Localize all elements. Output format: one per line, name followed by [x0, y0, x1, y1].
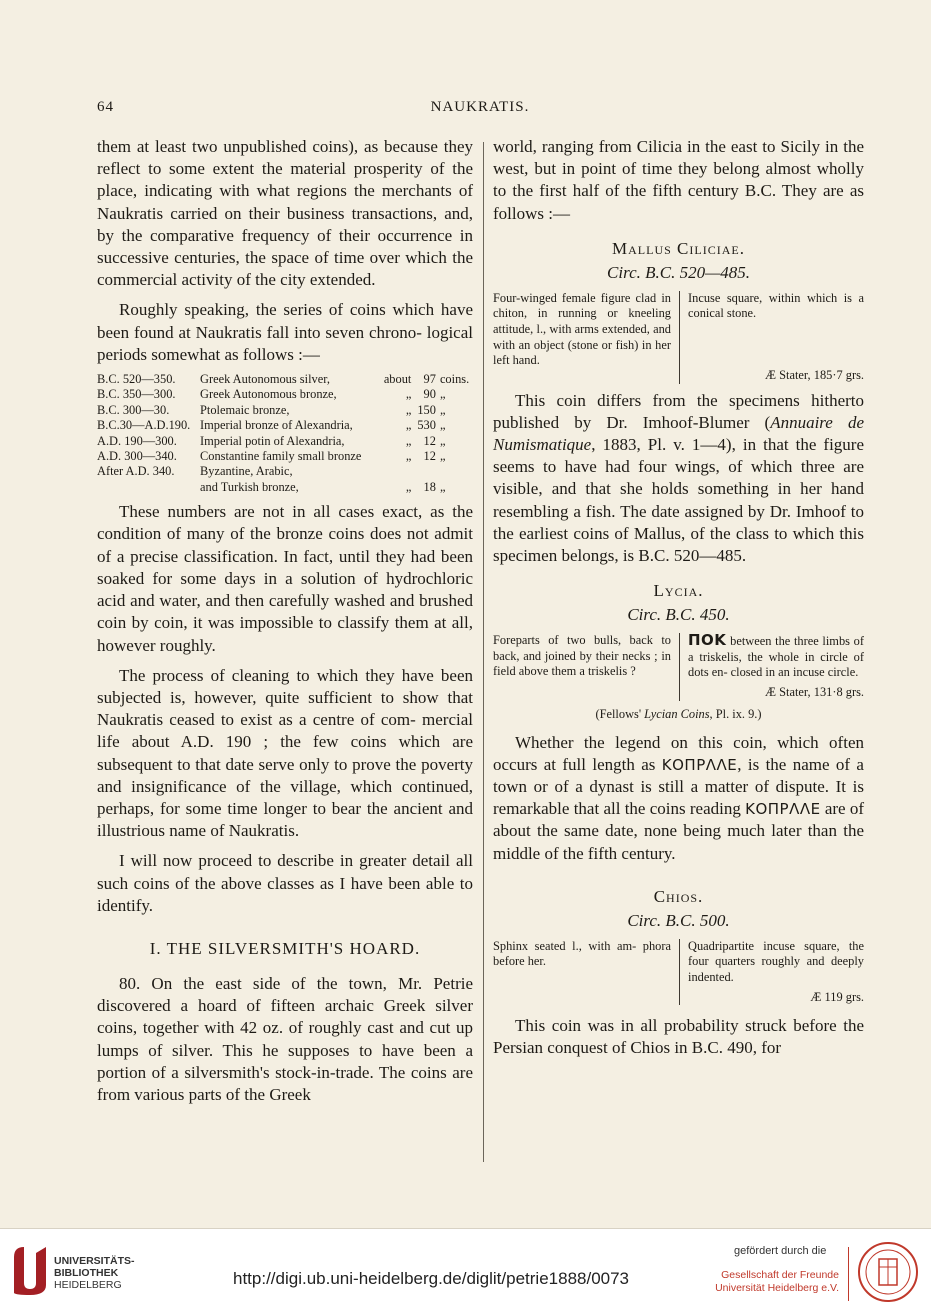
period-count: 97: [423, 372, 436, 387]
period-desc: Byzantine, Arabic,: [200, 464, 293, 479]
period-count: 12: [423, 433, 436, 448]
period-date: A.D. 300—340.: [97, 449, 177, 464]
coin-weight: Æ Stater, 185·7 grs.: [765, 368, 864, 382]
coin-obverse: Foreparts of two bulls, back to back, and joined by their necks ; in field above them a triskelis ?: [493, 633, 671, 679]
paragraph: Roughly speaking, the series of coins which have been found at Naukratis fall into seven chrono- logical periods somewhat as follows :—: [97, 300, 473, 364]
period-unit: „: [439, 479, 446, 494]
paragraph: Whether the legend on this coin, which often occurs at full length as ΚΟΠΡΛΛΕ, is the name of a town or of a dynast is still a matter of dispute. It is remarkable that all the coins reading ΚΟΠΡΛΛΕ are of about the same date, none being much later than the middle of the fifth century.: [493, 732, 865, 863]
library-logo-icon: [10, 1243, 50, 1297]
coin-heading-chios: Chios.: [653, 886, 704, 906]
period-date: B.C. 300—30.: [97, 402, 170, 417]
society-name: Gesellschaft der Freunde Universität Heidelberg e.V.: [715, 1269, 839, 1294]
period-count: 530: [417, 418, 436, 433]
period-desc: and Turkish bronze,: [200, 479, 299, 494]
period-unit: „: [439, 449, 446, 464]
period-date: B.C.30—A.D.190.: [97, 418, 191, 433]
period-ditto: „: [405, 387, 412, 402]
footer-divider: [848, 1247, 849, 1301]
period-date: B.C. 350—300.: [97, 387, 176, 402]
right-column: [493, 136, 864, 1060]
period-desc: Imperial potin of Alexandria,: [200, 433, 345, 448]
period-row: [97, 434, 473, 449]
period-date: [97, 480, 198, 495]
period-unit: „: [439, 418, 446, 433]
period-unit: „: [439, 433, 446, 448]
period-ditto: about: [383, 372, 412, 387]
section-heading: I. THE SILVERSMITH'S HOARD.: [149, 938, 421, 958]
university-seal-icon: [857, 1241, 919, 1303]
period-ditto: „: [405, 418, 412, 433]
period-unit: „: [439, 402, 446, 417]
period-row: [97, 449, 473, 464]
period-ditto: „: [405, 479, 412, 494]
period-row: [97, 418, 473, 433]
coin-periods-table: [97, 372, 473, 495]
paragraph: them at least two unpublished coins), as because they reflect to some extent the material prosperity of the place, indicating with what regions the merchants of Naukratis carried on their business transactions, and, by the comparative frequency of their occurrence in successive centuries, the space of time over which the commercial activity of the city extended.: [97, 137, 473, 290]
period-row: [97, 387, 473, 402]
coin-reverse: Quadripartite incuse square, the four quarters roughly and deeply indented. Æ 119 grs.: [679, 939, 864, 1005]
permalink-url[interactable]: http://digi.ub.uni-heidelberg.de/diglit/petrie1888/0073: [233, 1269, 630, 1288]
period-count: 12: [423, 449, 436, 464]
page-number: 64: [97, 99, 114, 115]
digitization-footer: [0, 1228, 931, 1311]
coin-description-mallus: [493, 291, 864, 384]
period-ditto: „: [405, 433, 412, 448]
running-title: NAUKRATIS.: [430, 99, 530, 115]
supported-by-text: gefördert durch die: [734, 1245, 827, 1257]
period-desc: Constantine family small bronze: [200, 449, 362, 464]
coin-reference: (Fellows' Lycian Coins, Pl. ix. 9.): [595, 706, 762, 721]
paragraph: I will now proceed to describe in greater detail all such coins of the above classes as I have been able to identify.: [97, 851, 473, 915]
coin-obverse: Four-winged female figure clad in chiton, in running or kneeling attitude, l., with arms extended, and with an object (stone or fish) in her left hand.: [493, 290, 671, 368]
period-row: [97, 372, 473, 387]
period-row: [97, 480, 473, 495]
coin-weight: Æ 119 grs.: [810, 989, 864, 1004]
coin-obverse: Sphinx seated l., with am- phora before her.: [493, 938, 671, 969]
coin-heading-lycia: Lycia.: [653, 581, 704, 601]
period-desc: Greek Autonomous silver,: [200, 372, 330, 387]
coin-legend: ΠΟΚ: [688, 631, 727, 650]
period-unit: [436, 464, 473, 479]
coin-reverse: ΠΟΚ between the three limbs of a triskelis, the whole in circle of dots en- closed in an incuse circle. Æ Stater, 131·8 grs.: [679, 633, 864, 700]
coin-weight: Æ Stater, 131·8 grs.: [765, 685, 864, 699]
paragraph: This coin differs from the specimens hitherto published by Dr. Imhoof-Blumer (Annuaire de Numismatique, 1883, Pl. v. 1—4), in that the figure seems to have had four wings, of which three are visible, and that she holds something in her hand resembling a fish. The date assigned by Dr. Imhoof to the earliest coins of Mallus, of the class to which this specimen belongs, is B.C. 520—485.: [493, 390, 865, 566]
coin-date: Circ. B.C. 520—485.: [607, 262, 750, 282]
period-date: A.D. 190—300.: [97, 433, 177, 448]
paragraph: These numbers are not in all cases exact, as the condition of many of the bronze coins does not admit of a precise classification. In fact, until they had been soaked for some days in a solution of hydrochloric acid and water, and then carefully washed and brushed coin by coin, it was impossible to classify them at all, however roughly.: [97, 502, 473, 655]
period-date: B.C. 520—350.: [97, 372, 176, 387]
period-unit: coins.: [439, 372, 470, 387]
period-count: [417, 464, 436, 479]
coin-description-chios: [493, 939, 864, 1005]
period-ditto: „: [405, 402, 412, 417]
coin-date: Circ. B.C. 450.: [627, 605, 730, 625]
coin-heading-mallus: Mallus Ciliciae.: [612, 238, 745, 258]
paragraph: The process of cleaning to which they have been subjected is, however, quite sufficient to show that Naukratis ceased to exist as a centre of com- mercial life about A.D. 190 ; the few coins which are subsequent to that date serve only to prove the poverty and insignificance of the village, which continued, perhaps, for some time longer to bear the ancient and illustrious name of Naukratis.: [97, 665, 473, 841]
period-row: [97, 403, 473, 418]
period-count: 18: [423, 479, 436, 494]
left-column: [97, 136, 473, 1106]
period-ditto: „: [405, 449, 412, 464]
coin-reverse: Incuse square, within which is a conical stone. Æ Stater, 185·7 grs.: [679, 291, 864, 384]
paragraph: 80. On the east side of the town, Mr. Petrie discovered a hoard of fifteen archaic Greek silver coins, together with 42 oz. of roughly cast and cut up lumps of silver. This he supposes to have been a portion of a silversmith's stock-in-trade. The coins are from various parts of the Greek: [97, 973, 473, 1104]
greek-legend: ΚΟΠΡΛΛΕ: [745, 800, 821, 819]
period-count: 90: [423, 387, 436, 402]
period-desc: Ptolemaic bronze,: [200, 402, 290, 417]
paragraph: world, ranging from Cilicia in the east to Sicily in the west, but in point of time they belong almost wholly to the first half of the fifth century B.C. They are as follows :—: [493, 137, 864, 223]
period-date: After A.D. 340.: [97, 464, 175, 479]
coin-date: Circ. B.C. 500.: [627, 910, 730, 930]
period-count: 150: [417, 402, 436, 417]
greek-legend: ΚΟΠΡΛΛΕ: [661, 755, 738, 774]
period-desc: Greek Autonomous bronze,: [200, 387, 337, 402]
paragraph: This coin was in all probability struck before the Persian conquest of Chios in B.C. 490, for: [493, 1016, 864, 1058]
period-desc: Imperial bronze of Alexandria,: [200, 418, 353, 433]
page-header: [97, 99, 863, 121]
period-row: [97, 464, 473, 479]
period-ditto: [380, 464, 417, 479]
period-unit: „: [439, 387, 446, 402]
column-divider: [483, 142, 484, 1162]
coin-description-lycia: [493, 633, 864, 700]
library-name: UNIVERSITÄTS- BIBLIOTHEK HEIDELBERG: [54, 1255, 135, 1291]
